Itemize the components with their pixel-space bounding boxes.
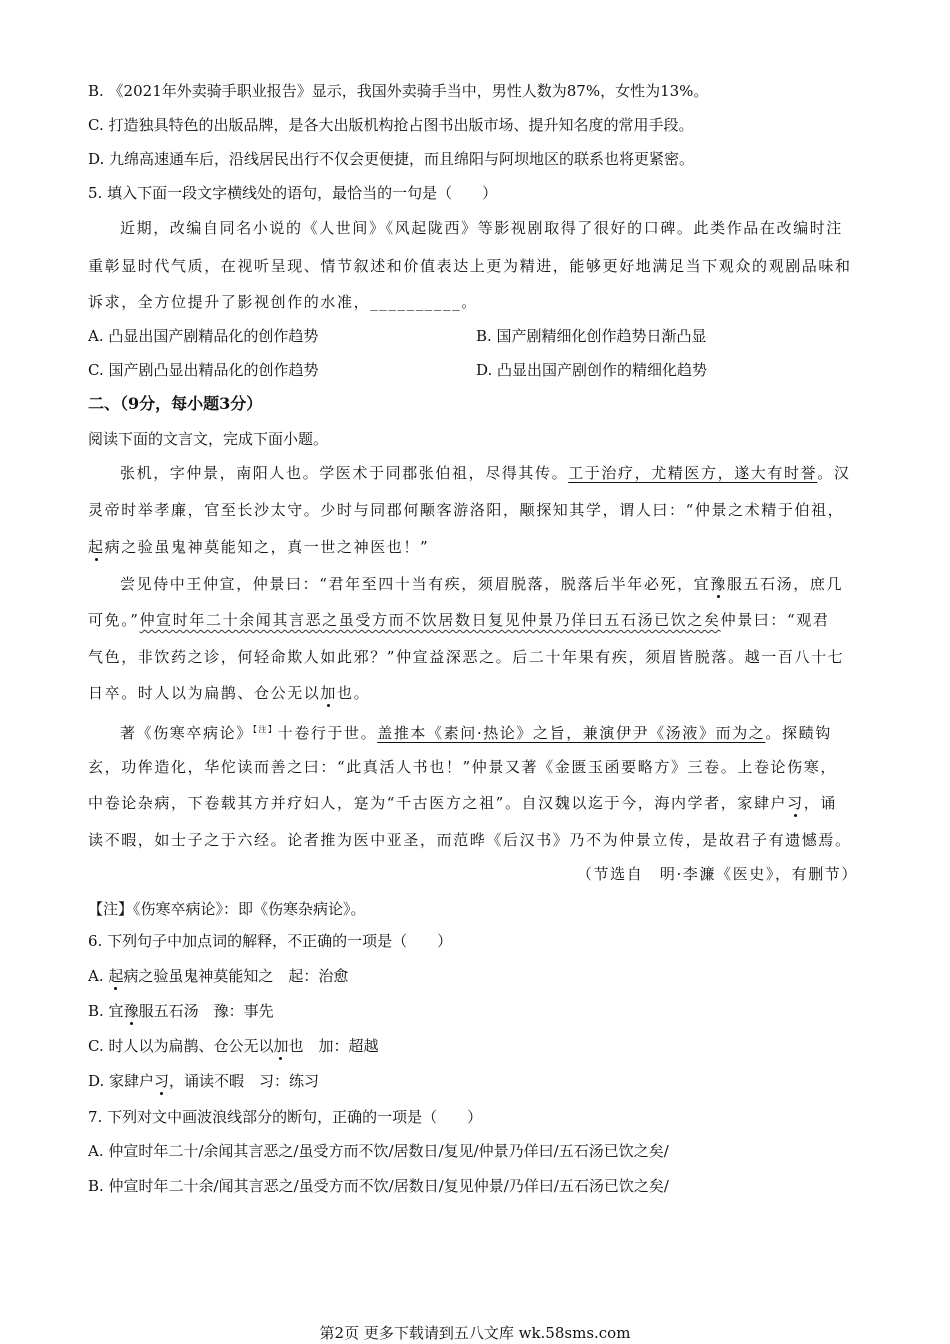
q7-option-a: A. 仲宣时年二十/余闻其言恶之/虽受方而不饮/居数日/复见/仲景乃佯曰/五石汤已饮之矣/: [88, 1142, 669, 1160]
q5-passage-line: 诉求，全方位提升了影视创作的水准，__________。: [88, 293, 478, 311]
passage-line: 中卷论杂病，下卷载其方并疗妇人，寔为“千古医方之祖”。自汉魏以迄于今，海内学者，家肆户习，诵: [88, 794, 837, 812]
q6-option-c: C. 时人以为扁鹊、仓公无以加也 加：超越: [88, 1037, 379, 1055]
dotted-word: 豫: [123, 1002, 139, 1020]
q7-option-b: B. 仲宣时年二十余/闻其言恶之/虽受方而不饮/居数日/复见仲景/乃佯曰/五石汤已饮之矣/: [88, 1177, 669, 1195]
q5-stem: 5. 填入下面一段文字横线处的语句，最恰当的一句是（ ）: [88, 184, 498, 202]
wavy-underlined-sentence: 仲宣时年二十余闻其言恶之虽受方而不饮居数日复见仲景乃佯曰五石汤已饮之矣: [139, 611, 721, 629]
q7-stem: 7. 下列对文中画波浪线部分的断句，正确的一项是（ ）: [88, 1108, 483, 1126]
passage-line: 灵帝时举孝廉，官至长沙太守。少时与同郡何颙客游洛阳，颙探知其学，谓人曰：“仲景之术精于伯祖，: [88, 501, 845, 519]
passage-line: 气色，非饮药之诊，何轻命欺人如此邪？”仲宣益深恶之。后二十年果有疾，须眉皆脱落。越一百八十七: [88, 648, 845, 666]
q5-option-d: D. 凸显出国产剧创作的精细化趋势: [476, 361, 708, 379]
dotted-word: 起: [88, 538, 105, 556]
q4-option-c: C. 打造独具特色的出版品牌，是各大出版机构抢占图书出版市场、提升知名度的常用手段。: [88, 116, 694, 134]
passage-line: 张机，字仲景，南阳人也。学医术于同郡张伯祖，尽得其传。工于治疗，尤精医方，遂大有时誉。汉: [120, 464, 851, 482]
q6-option-d: D. 家肆户习，诵读不暇 习：练习: [88, 1072, 320, 1090]
passage-line: 日卒。时人以为扁鹊、仓公无以加也。: [88, 684, 371, 702]
dotted-word: 豫: [710, 575, 727, 593]
dotted-word: 加: [320, 684, 338, 702]
underlined-sentence: 盖推本《素问·热论》之旨，兼演伊尹《汤液》而为之: [377, 724, 766, 742]
passage-line: 读不暇，如士子之于六经。论者推为医中亚圣，而范晔《后汉书》乃不为仲景立传，是故君子有遗憾焉。: [88, 831, 852, 849]
dotted-word: 习: [787, 794, 804, 812]
q6-option-b: B. 宜豫服五石汤 豫：事先: [88, 1002, 274, 1020]
q4-option-d: D. 九绵高速通车后，沿线居民出行不仅会更便捷，而且绵阳与阿坝地区的联系也将更紧密。: [88, 150, 695, 168]
q4-option-b: B. 《2021年外卖骑手职业报告》显示，我国外卖骑手当中，男性人数为87%，女性为13%。: [88, 82, 709, 100]
page-footer: 第2页 更多下载请到五八文库 wk.58sms.com: [319, 1324, 631, 1342]
q5-passage-line: 重彰显时代气质，在视听呈现、情节叙述和价值表达上更为精进，能够更好地满足当下观众的观剧品味和: [88, 257, 852, 275]
passage-source: （节选自 明·李濂《医史》，有删节）: [576, 865, 858, 883]
q6-stem: 6. 下列句子中加点词的解释，不正确的一项是（ ）: [88, 932, 453, 950]
dotted-word: 起: [108, 967, 124, 985]
q5-option-b: B. 国产剧精细化创作趋势日渐凸显: [476, 327, 707, 345]
dotted-word: 加: [273, 1037, 289, 1055]
passage-line: 起病之验虽鬼神莫能知之，真一世之神医也！”: [88, 538, 430, 556]
section-intro: 阅读下面的文言文，完成下面小题。: [88, 430, 329, 448]
passage-note: 【注】《伤寒卒病论》：即《伤寒杂病论》。: [88, 900, 366, 918]
passage-line: 可免。”仲宣时年二十余闻其言恶之虽受方而不饮居数日复见仲景乃佯曰五石汤已饮之矣仲景曰：“观君: [88, 611, 830, 629]
q5-option-c: C. 国产剧凸显出精品化的创作趋势: [88, 361, 319, 379]
section-heading: 二、（9分，每小题3分）: [88, 394, 263, 413]
note-marker: 【注】: [252, 725, 278, 734]
q5-option-a: A. 凸显出国产剧精品化的创作趋势: [88, 327, 319, 345]
q6-option-a: A. 起病之验虽鬼神莫能知之 起：治愈: [88, 967, 349, 985]
passage-line: 著《伤寒卒病论》$^{【注】}$十卷行于世。盖推本《素问·热论》之旨，兼演伊尹《汤液》而为之。探赜钩: [120, 724, 832, 742]
underlined-sentence: 工于治疗，尤精医方，遂大有时誉: [568, 464, 818, 482]
passage-line: 尝见侍中王仲宣，仲景曰：“君年至四十当有疾，须眉脱落，脱落后半年必死，宜豫服五石汤，庶几: [120, 575, 844, 593]
passage-line: 玄，功侔造化，华佗读而善之曰：“此真活人书也！”仲景又著《金匮玉函要略方》三卷。上卷论伤寒，: [88, 758, 837, 776]
q5-passage-line: 近期，改编自同名小说的《人世间》《风起陇西》等影视剧取得了很好的口碑。此类作品在改编时注: [120, 219, 843, 237]
dotted-word: 习: [154, 1072, 170, 1090]
